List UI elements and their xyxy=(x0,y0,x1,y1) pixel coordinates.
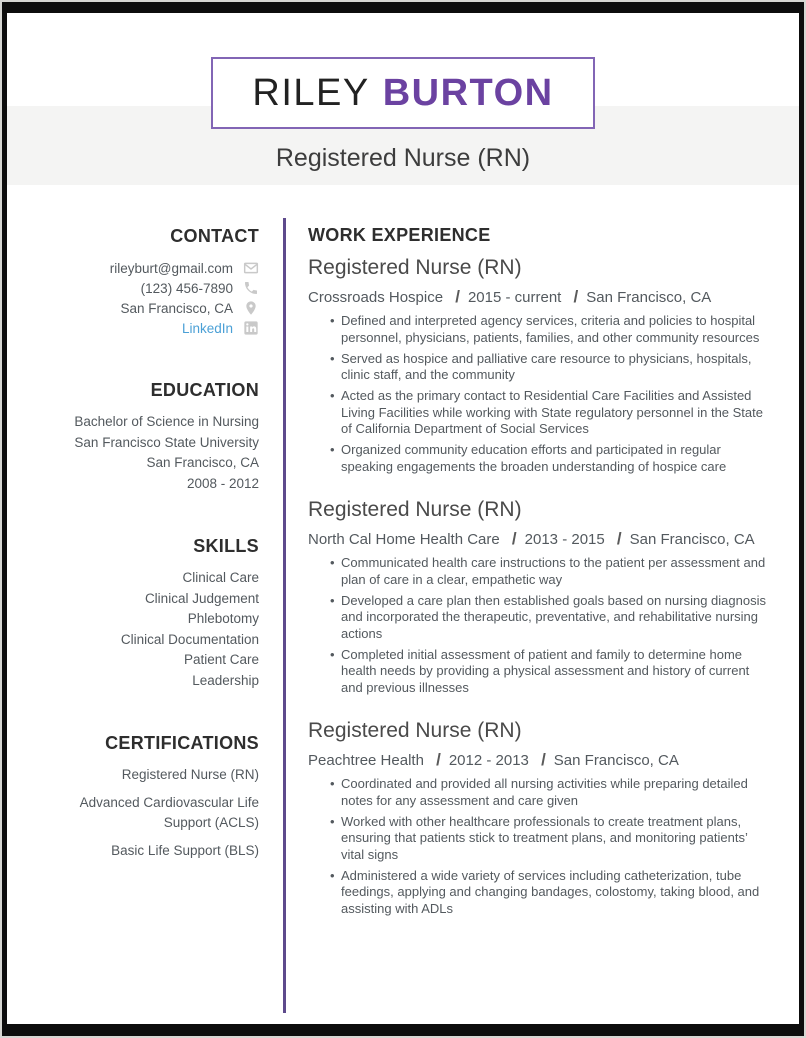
separator-slash: / xyxy=(616,529,622,548)
contact-row xyxy=(37,298,259,318)
job-bullet: • Administered a wide variety of services including catheterization, tube feedings, applying and changing bandages, colostomy, taking blood, and assisting with ADLs xyxy=(308,868,768,918)
job-bullet: • Acted as the primary contact to Residential Care Facilities and Assisted Living Facilities while working with State regulatory personnel in the State of California Department of Social Services xyxy=(308,388,768,438)
job-bullets xyxy=(308,313,768,475)
job-bullet: • Developed a care plan then established goals based on nursing diagnosis and incorporated the therapeutic, preventative, and rehabilitative nursing actions xyxy=(308,593,768,643)
skill-item: Clinical Documentation xyxy=(120,631,259,647)
separator-slash: / xyxy=(455,287,460,306)
last-name: BURTON xyxy=(382,71,554,114)
job-location: / San Francisco, CA xyxy=(573,287,712,306)
job-meta xyxy=(308,527,768,551)
phone-icon xyxy=(243,280,259,296)
name-box xyxy=(211,57,595,129)
linkedin-icon xyxy=(243,320,259,336)
job-title: Registered Nurse (RN) xyxy=(308,719,522,742)
certifications-section xyxy=(37,733,259,861)
contact-row xyxy=(37,258,259,278)
job-entry xyxy=(308,498,768,696)
skill-item: Patient Care xyxy=(183,652,259,667)
separator-slash: / xyxy=(541,750,546,769)
education-line: Bachelor of Science in Nursing xyxy=(74,414,259,429)
job-meta xyxy=(308,748,768,772)
contact-text: (123) 456-7890 xyxy=(140,280,233,296)
job-bullets xyxy=(308,776,768,917)
job-title: Registered Nurse (RN) xyxy=(308,498,522,521)
certification-item: Advanced Cardiovascular Life Support (ACLS) xyxy=(79,795,259,830)
skills-section xyxy=(37,536,259,691)
job-entry xyxy=(308,256,768,475)
contact-section xyxy=(37,226,259,338)
job-location: / San Francisco, CA xyxy=(616,529,755,548)
education-section xyxy=(37,380,259,494)
work-experience-column xyxy=(286,185,799,1024)
first-name: RILEY xyxy=(252,71,370,114)
envelope-icon xyxy=(243,260,259,276)
contact-heading: CONTACT xyxy=(170,226,259,246)
certifications-heading: CERTIFICATIONS xyxy=(105,733,259,753)
contact-row xyxy=(37,318,259,338)
resume-header xyxy=(7,13,799,185)
job-company: Peachtree Health xyxy=(308,752,424,769)
location-pin-icon xyxy=(243,300,259,316)
sidebar xyxy=(7,185,283,1024)
separator-slash: / xyxy=(573,287,579,306)
skills-heading: SKILLS xyxy=(193,536,259,556)
linkedin-link[interactable]: LinkedIn xyxy=(181,320,233,336)
job-dates: / 2013 - 2015 xyxy=(511,529,605,548)
education-line: 2008 - 2012 xyxy=(186,475,259,491)
education-heading: EDUCATION xyxy=(150,380,259,400)
job-company: Crossroads Hospice xyxy=(308,289,444,306)
job-bullet: • Defined and interpreted agency services, criteria and policies to hospital personnel, physicians, patients, families, and other community resources xyxy=(308,313,768,346)
work-experience-heading: WORK EXPERIENCE xyxy=(308,225,491,245)
job-bullet: • Worked with other healthcare professionals to create treatment plans, ensuring that patients stick to treatment plans, and monitoring patients’ vital signs xyxy=(308,814,768,864)
job-bullets xyxy=(308,555,768,696)
education-line: San Francisco, CA xyxy=(146,455,259,470)
job-entry xyxy=(308,719,768,917)
resume-columns xyxy=(7,185,799,1024)
skill-item: Clinical Care xyxy=(182,570,259,585)
contact-text: rileyburt@gmail.com xyxy=(109,260,233,276)
separator-slash: / xyxy=(511,529,517,548)
contact-text: San Francisco, CA xyxy=(120,300,233,316)
resume-inner xyxy=(7,13,799,1024)
job-bullet: • Coordinated and provided all nursing activities while preparing detailed notes for any assessment and care given xyxy=(308,776,768,809)
skill-item: Clinical Judgement xyxy=(144,590,259,606)
certification-item: Registered Nurse (RN) xyxy=(121,767,259,782)
job-bullet: • Served as hospice and palliative care resource to physicians, hospitals, clinic staff, and the community xyxy=(308,351,768,384)
skill-item: Leadership xyxy=(192,672,259,688)
education-line: San Francisco State University xyxy=(74,434,259,450)
job-meta xyxy=(308,285,768,309)
job-location: / San Francisco, CA xyxy=(541,750,679,769)
certification-item: Basic Life Support (BLS) xyxy=(111,843,259,858)
job-bullet: • Completed initial assessment of patient and family to determine home health needs by providing a physical assessment and history of current and previous illnesses xyxy=(308,647,768,697)
job-dates: / 2012 - 2013 xyxy=(436,750,529,769)
separator-slash: / xyxy=(436,750,441,769)
job-bullet: • Communicated health care instructions to the patient per assessment and plan of care in a clear, empathetic way xyxy=(308,555,768,588)
job-company: North Cal Home Health Care xyxy=(308,531,500,548)
job-bullet: • Organized community education efforts and participated in regular speaking engagements the broaden understanding of hospice care xyxy=(308,442,768,475)
skill-item: Phlebotomy xyxy=(187,611,259,626)
contact-row xyxy=(37,278,259,298)
job-title: Registered Nurse (RN) xyxy=(308,256,522,279)
resume-subtitle: Registered Nurse (RN) xyxy=(275,144,531,172)
job-dates: / 2015 - current xyxy=(455,287,562,306)
